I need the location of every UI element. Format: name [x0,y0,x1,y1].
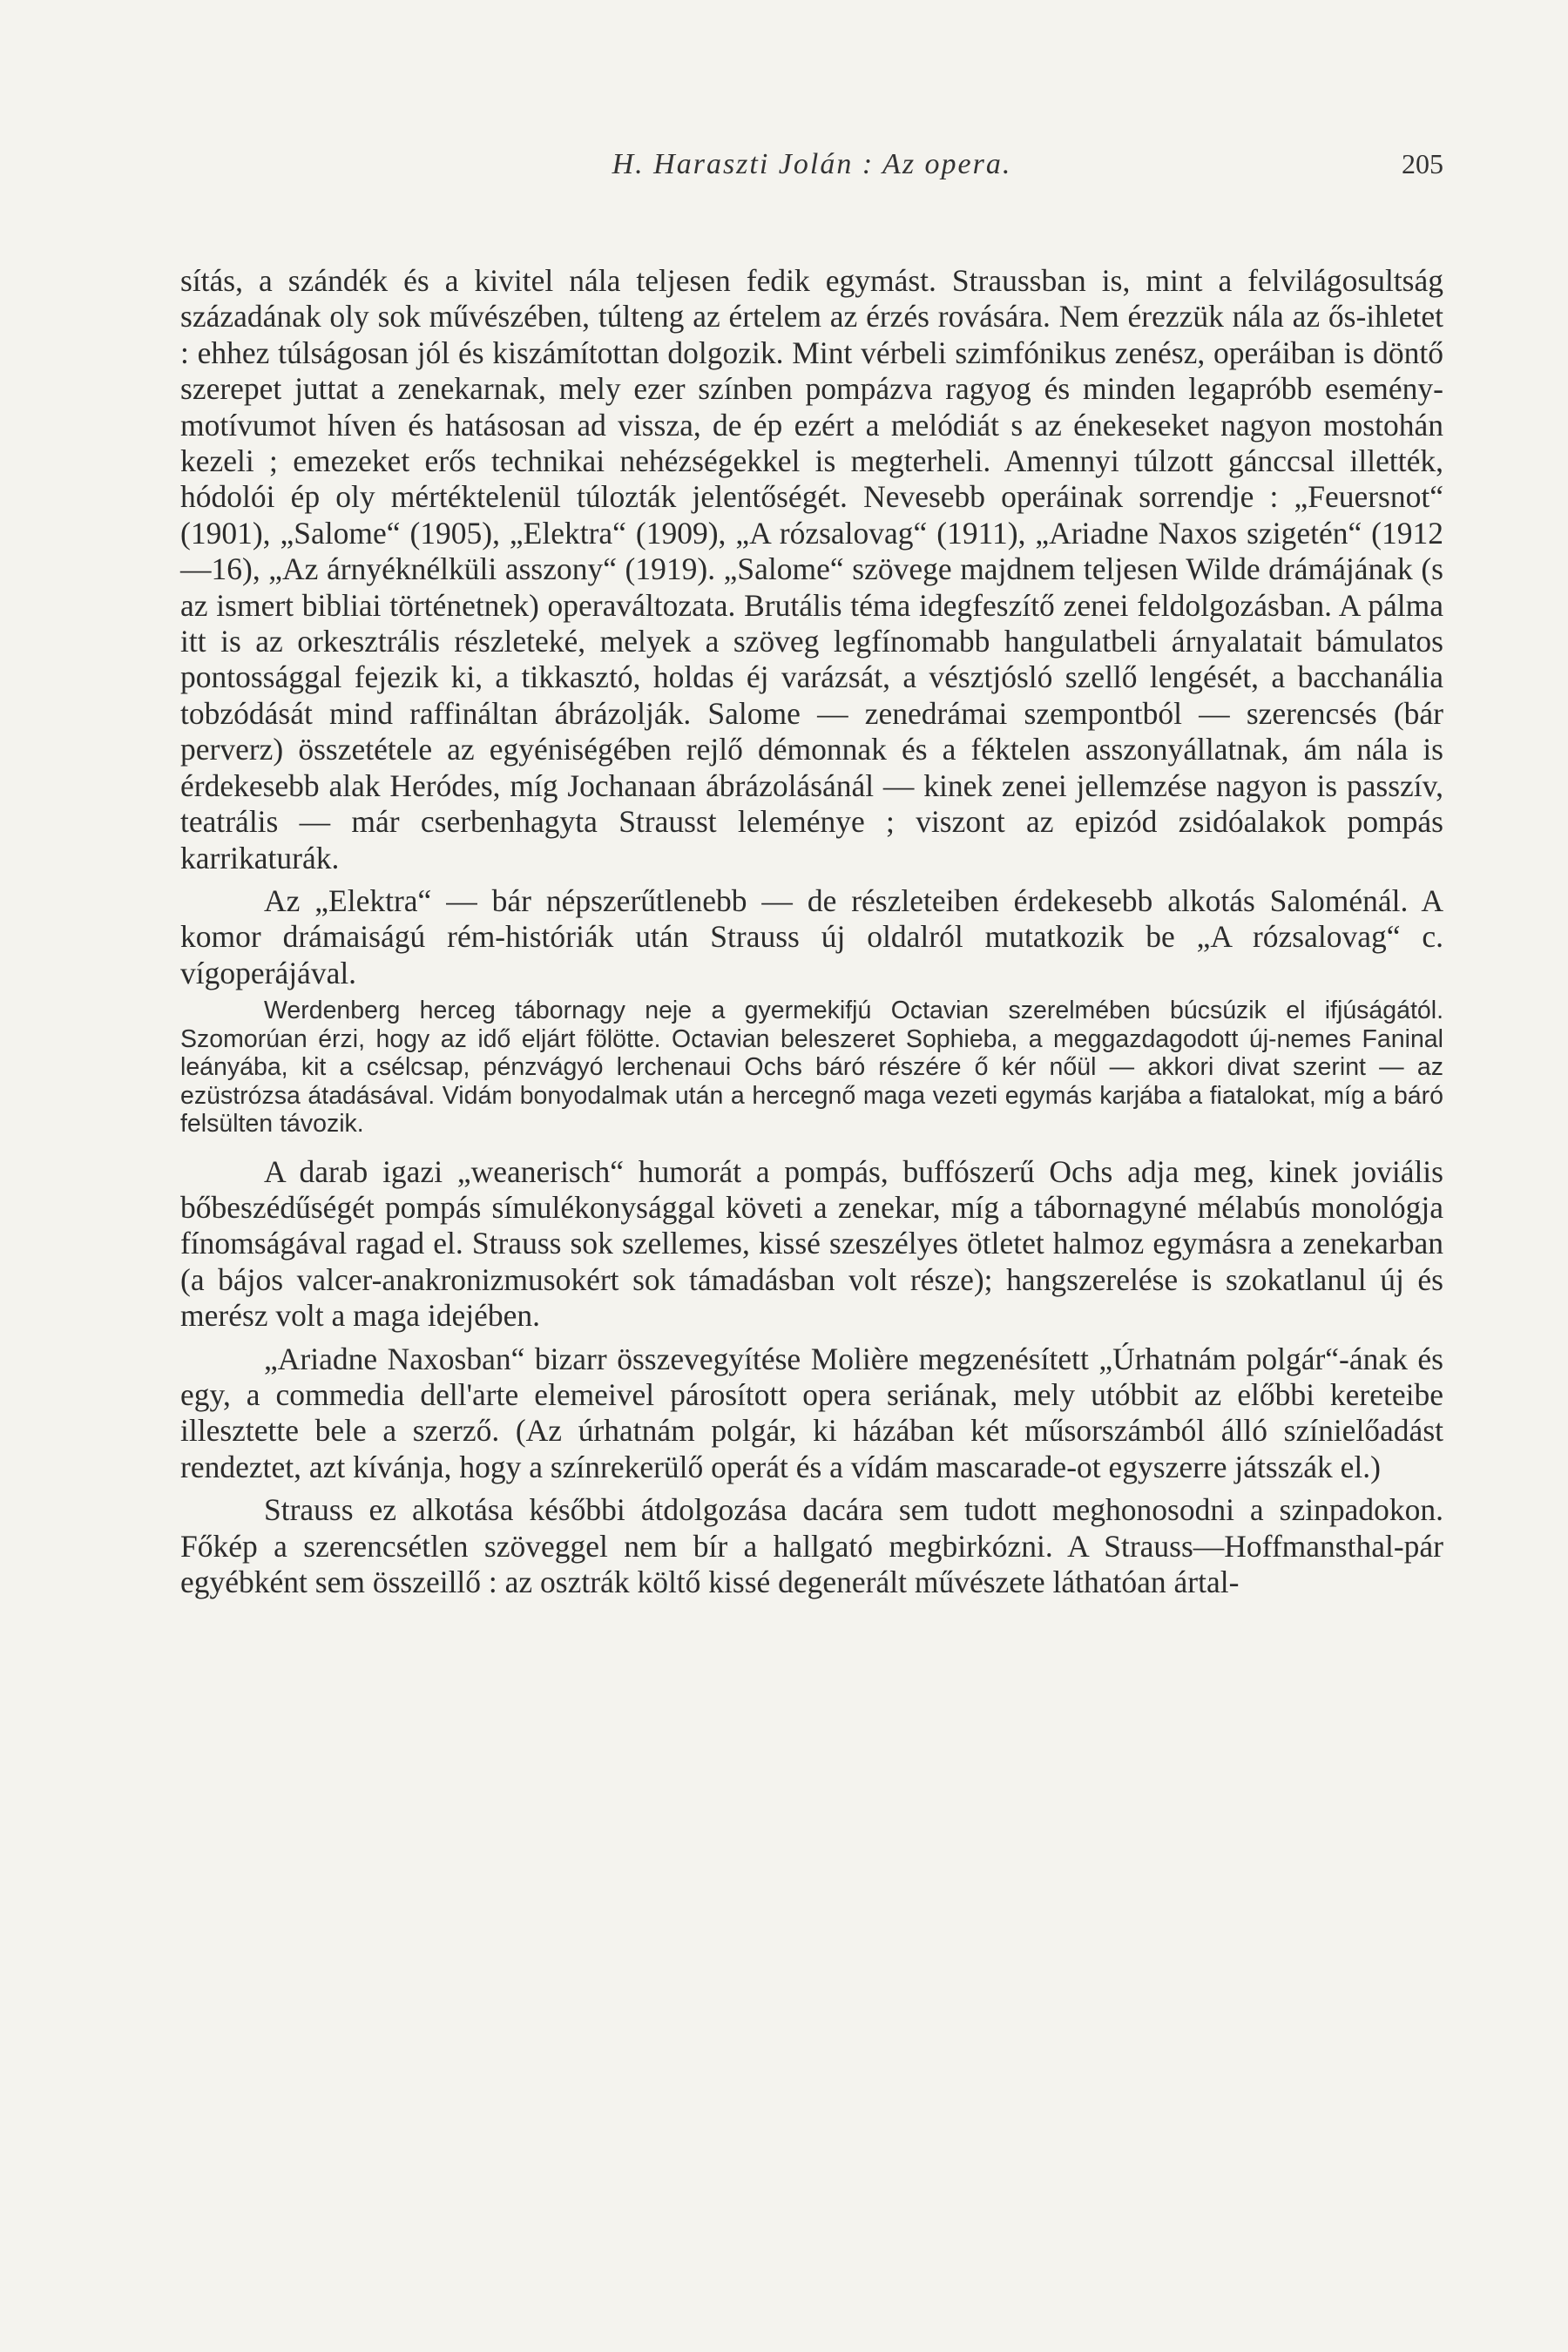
paragraph-strauss-hoffmansthal: Strauss ez alkotása későbbi átdolgozása dacára sem tudott meghonosodni a szinpadokon. Főkép a szerencsétlen szöveggel nem bír a hallgató megbirkózni. A Strauss—Hoffmansthal-pár egyébként sem összeillő : az osztrák költő kissé degenerált művészete láthatóan ártal- [180,1492,1443,1600]
paragraph-ariadne: „Ariadne Naxosban“ bizarr összevegyítése Molière megzenésített „Úrhatnám polgár“-ának és egy, a commedia dell'arte elemeivel párosított opera seriának, mely utóbbit az előbbi kereteibe illesztette bele a szerző. (Az úrhatnám polgár, ki házában két műsorszámból álló színielőadást rendeztet, azt kívánja, hogy a színrekerülő operát és a vídám mascarade-ot egyszerre játsszák el.) [180,1341,1443,1484]
book-page [180,148,1443,1601]
paragraph-elektra: Az „Elektra“ — bár népszerűtlenebb — de részleteiben érdekesebb alkotás Saloménál. A komor drámaiságú rém-históriák után Strauss új oldalról mutatkozik be „A rózsalovag“ c. vígoperájával. [180,882,1443,990]
running-head [180,148,1443,200]
running-title: H. Haraszti Jolán : Az opera. [612,148,1012,180]
page-number: 205 [1402,148,1443,179]
paragraph-humor: A darab igazi „weanerisch“ humorát a pompás, buffószerű Ochs adja meg, kinek joviális bőbeszédűségét pompás símulékonysággal követi a zenekar, míg a tábornagyné mélabús monológja fínomságával ragad el. Strauss sok szellemes, kissé szeszélyes ötletet halmoz egymásra a zenekarban (a bájos valcer-anakronizmusokért sok támadásban volt része); hangszerelése is szokatlanul új és merész volt a maga idejében. [180,1153,1443,1334]
synopsis-rosenkavalier: Werdenberg herceg tábornagy neje a gyermekifjú Octavian szerelmében búcsúzik el ifjúságától. Szomorúan érzi, hogy az idő eljárt fölötte. Octavian beleszeret Sophieba, a meggazdagodott új-nemes Faninal leányába, kit a csélcsap, pénzvágyó lerchenaui Ochs báró részére ő kér nőül — akkori divat szerint — az ezüstrózsa átadásával. Vidám bonyodalmak után a hercegnő maga vezeti egymás karjába a fiatalokat, míg a báró felsülten távozik. [180,997,1443,1139]
paragraph-salome: sítás, a szándék és a kivitel nála teljesen fedik egymást. Straussban is, mint a felvilágosultság századának oly sok művészében, túlteng az értelem az érzés rovására. Nem érezzük nála az ős-ihletet : ehhez túlságosan jól és kiszámítottan dolgozik. Mint vérbeli szimfónikus zenész, operáiban is döntő szerepet juttat a zenekarnak, mely ezer színben pompázva ragyog és minden legapróbb esemény-motívumot híven és hatásosan ad vissza, de ép ezért a melódiát s az énekeseket nagyon mostohán kezeli ; emezeket erős technikai nehézségekkel is megterheli. Amennyi túlzott gánccsal illették, hódolói ép oly mértéktelenül túlozták jelentőségét. Nevesebb operáinak sorrendje : „Feuersnot“ (1901), „Salome“ (1905), „Elektra“ (1909), „A rózsalovag“ (1911), „Ariadne Naxos szigetén“ (1912—16), „Az árnyéknélküli asszony“ (1919). „Salome“ szövege majdnem teljesen Wilde drámájának (s az ismert bibliai történetnek) operaváltozata. Brutális téma idegfeszítő zenei feldolgozásban. A pálma itt is az orkesztrális részleteké, melyek a szöveg legfínomabb hangulatbeli árnyalatait bámulatos pontossággal fejezik ki, a tikkasztó, holdas éj varázsát, a vésztjósló szellő lengését, a bacchanália tobzódását mind raffináltan ábrázolják. Salome — zenedrámai szempontból — szerencsés (bár perverz) összetétele az egyéniségében rejlő démonnak és a féktelen asszonyállatnak, ám nála is érdekesebb alak Heródes, míg Jochanaan ábrázolásánál — kinek zenei jellemzése nagyon is passzív, teatrális — már cserbenhagyta Strausst leleménye ; viszont az epizód zsidóalakok pompás karrikaturák. [180,263,1443,875]
